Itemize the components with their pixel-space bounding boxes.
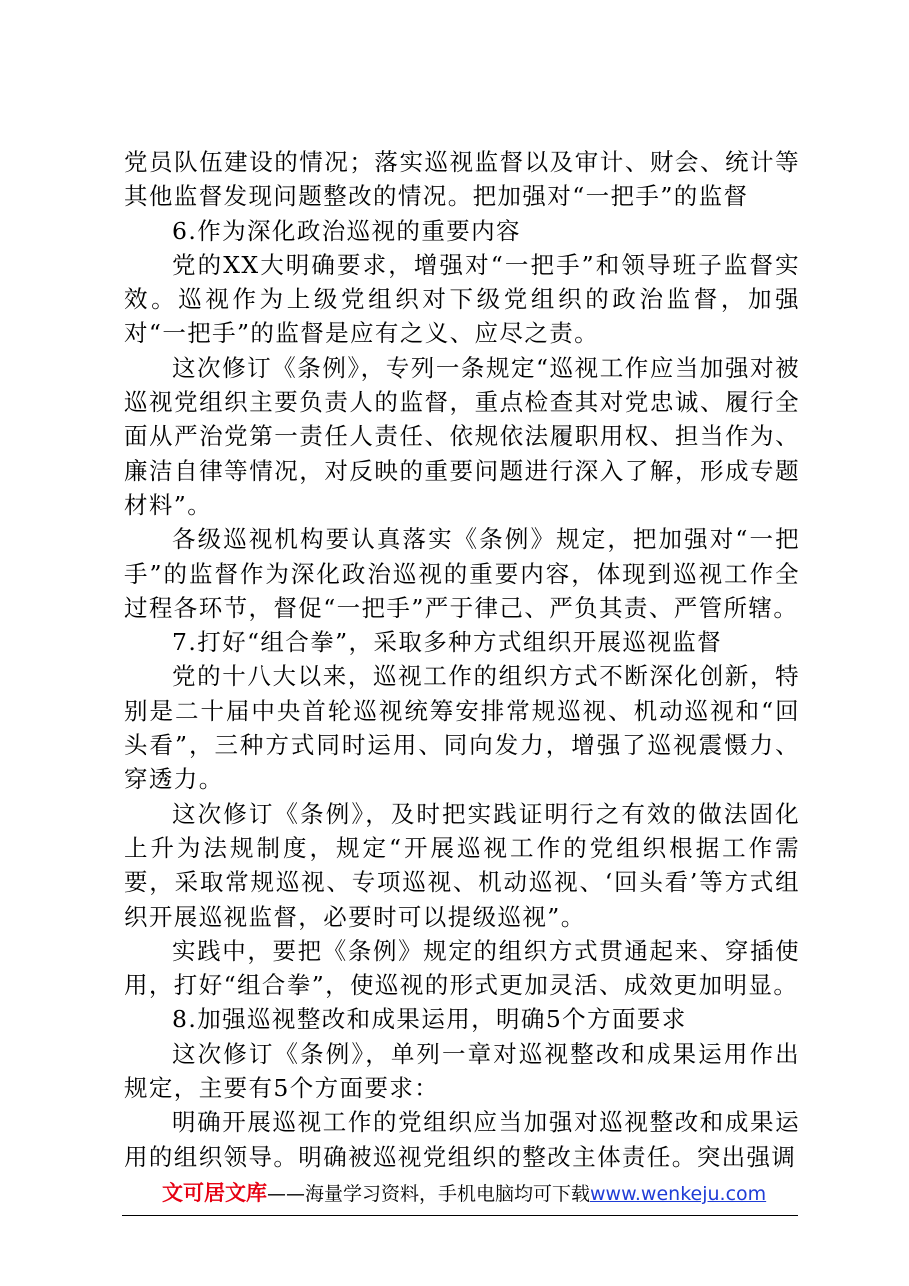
- paragraph: 党的XX大明确要求，增强对“一把手”和领导班子监督实效。巡视作为上级党组织对下级党组织的政治监督，加强对“一把手”的监督是应有之义、应尽之责。: [124, 250, 800, 348]
- paragraph: 实践中，要把《条例》规定的组织方式贯通起来、穿插使用，打好“组合拳”，使巡视的形式更加灵活、成效更加明显。: [124, 936, 800, 1000]
- footer-slogan: ——海量学习资料，手机电脑均可下载: [267, 1183, 591, 1205]
- paragraph: 这次修订《条例》，单列一章对巡视整改和成果运用作出规定，主要有5个方面要求：: [124, 1039, 800, 1103]
- footer-banner: [162, 1180, 766, 1207]
- footer-website-link[interactable]: www.wenkeju.com: [590, 1183, 767, 1205]
- paragraph: 这次修订《条例》，及时把实践证明行之有效的做法固化上升为法规制度，规定“开展巡视工作的党组织根据工作需要，采取常规巡视、专项巡视、机动巡视、‘回头看’等方式组织开展巡视监督，必要时可以提级巡视”。: [124, 799, 800, 931]
- paragraph: 这次修订《条例》，专列一条规定“巡视工作应当加强对被巡视党组织主要负责人的监督，重点检查其对党忠诚、履行全面从严治党第一责任人责任、依规依法履职用权、担当作为、廉洁自律等情况，对反映的重要问题进行深入了解，形成专题材料”。: [124, 353, 800, 519]
- section-heading-8: 8.加强巡视整改和成果运用，明确5个方面要求: [172, 1005, 687, 1034]
- paragraph: 明确开展巡视工作的党组织应当加强对巡视整改和成果运用的组织领导。明确被巡视党组织的整改主体责任。突出强调: [124, 1108, 800, 1171]
- paragraph-continuation: 党员队伍建设的情况；落实巡视监督以及审计、财会、统计等其他监督发现问题整改的情况。把加强对“一把手”的监督: [124, 148, 800, 211]
- section-heading-6: 6.作为深化政治巡视的重要内容: [172, 216, 521, 245]
- document-body: [124, 145, 800, 1174]
- page-footer: [122, 1176, 798, 1216]
- section-heading-7: 7.打好“组合拳”，采取多种方式组织开展巡视监督: [172, 628, 723, 657]
- footer-divider: [122, 1215, 798, 1216]
- footer-brand: 文可居文库: [162, 1181, 267, 1205]
- paragraph: 党的十八大以来，巡视工作的组织方式不断深化创新，特别是二十届中央首轮巡视统筹安排常规巡视、机动巡视和“回头看”，三种方式同时运用、同向发力，增强了巡视震慑力、穿透力。: [124, 662, 800, 794]
- paragraph: 各级巡视机构要认真落实《条例》规定，把加强对“一把手”的监督作为深化政治巡视的重要内容，体现到巡视工作全过程各环节，督促“一把手”严于律己、严负其责、严管所辖。: [124, 525, 800, 622]
